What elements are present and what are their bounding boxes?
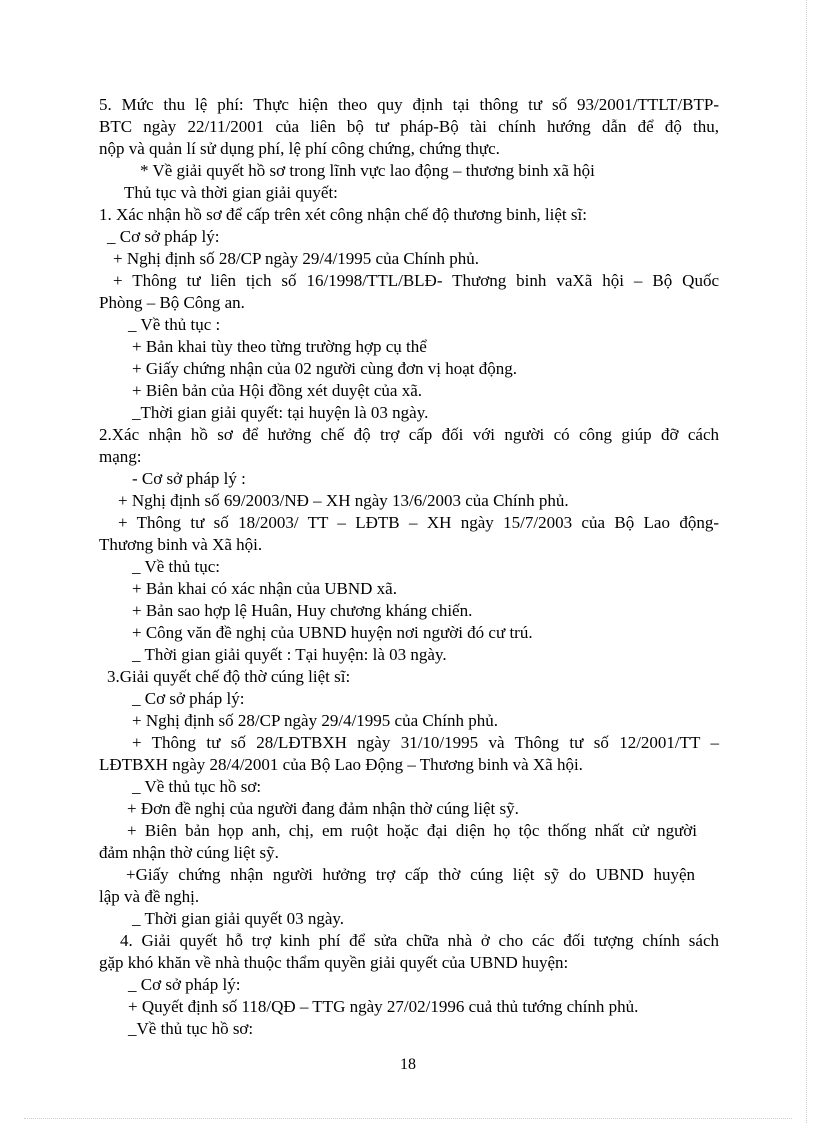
text-line: _ Cơ sở pháp lý: (132, 689, 245, 708)
text-line: + Bản sao hợp lệ Huân, Huy chương kháng chiến. (132, 601, 473, 620)
text-line: + Nghị định số 28/CP ngày 29/4/1995 của Chính phủ. (113, 249, 479, 268)
text-line: lập và đề nghị. (99, 887, 200, 906)
text-line: _ Về thủ tục : (128, 315, 221, 334)
text-line: + Công văn đề nghị của UBND huyện nơi người đó cư trú. (132, 623, 533, 642)
text-line: - Cơ sở pháp lý : (132, 469, 246, 488)
text-line: + Nghị định số 69/2003/NĐ – XH ngày 13/6/2003 của Chính phủ. (118, 491, 569, 510)
text-line: gặp khó khăn về nhà thuộc thẩm quyền giải quyết của UBND huyện: (99, 953, 569, 972)
text-line: + Thông tư liên tịch số 16/1998/TTL/BLĐ- Thương binh vaXã hội – Bộ Quốc (113, 271, 719, 290)
page-number: 18 (400, 1056, 416, 1073)
item-heading: 3.Giải quyết chế độ thờ cúng liệt sĩ: (107, 667, 351, 686)
text-line: Thủ tục và thời gian giải quyết: (124, 183, 338, 202)
text-line: _Về thủ tục hồ sơ: (128, 1019, 254, 1038)
text-line: nộp và quản lí sử dụng phí, lệ phí công chứng, chứng thực. (99, 139, 500, 158)
text-line: _ Về thủ tục hồ sơ: (132, 777, 262, 796)
text-line: _ Thời gian giải quyết 03 ngày. (132, 909, 345, 928)
text-line: +Giấy chứng nhận người hưởng trợ cấp thờ cúng liệt sỹ do UBND huyện (126, 865, 695, 884)
text-line: + Biên bản của Hội đồng xét duyệt của xã. (132, 381, 423, 400)
item-heading: 4. Giải quyết hỗ trợ kinh phí để sửa chữa nhà ở cho các đối tượng chính sách (120, 931, 719, 950)
text-line: + Đơn đề nghị của người đang đảm nhận thờ cúng liệt sỹ. (127, 799, 519, 818)
text-line: _ Cơ sở pháp lý: (107, 227, 220, 246)
item-heading: 1. Xác nhận hồ sơ để cấp trên xét công nhận chế độ thương binh, liệt sĩ: (99, 205, 587, 224)
text-line: + Bản khai có xác nhận của UBND xã. (132, 579, 397, 598)
text-line: + Nghị định số 28/CP ngày 29/4/1995 của Chính phủ. (132, 711, 498, 730)
text-line: + Thông tư số 18/2003/ TT – LĐTB – XH ngày 15/7/2003 của Bộ Lao động- (118, 513, 719, 532)
text-line: + Bản khai tùy theo từng trường hợp cụ thể (132, 337, 427, 356)
text-line: + Quyết định số 118/QĐ – TTG ngày 27/02/1996 cuả thủ tướng chính phủ. (128, 997, 639, 1016)
text-line: + Biên bản họp anh, chị, em ruột hoặc đại diện họ tộc thống nhất cử người (127, 821, 697, 840)
page-edge-right (806, 0, 807, 1123)
text-line: _Thời gian giải quyết: tại huyện là 03 ngày. (132, 403, 429, 422)
text-line: _ Cơ sở pháp lý: (128, 975, 241, 994)
section-heading: * Về giải quyết hồ sơ trong lĩnh vực lao động – thương binh xã hội (140, 161, 595, 180)
page-edge-bottom (24, 1118, 792, 1119)
text-line: LĐTBXH ngày 28/4/2001 của Bộ Lao Động – Thương binh và Xã hội. (99, 755, 583, 774)
text-line: BTC ngày 22/11/2001 của liên bộ tư pháp-Bộ tài chính hướng dẫn để độ thu, (99, 117, 719, 136)
text-line: mạng: (99, 447, 142, 466)
text-line: _ Thời gian giải quyết : Tại huyện: là 03 ngày. (132, 645, 447, 664)
text-line: Thương binh và Xã hội. (99, 535, 263, 554)
text-line: 5. Mức thu lệ phí: Thực hiện theo quy định tại thông tư số 93/2001/TTLT/BTP- (99, 95, 719, 114)
text-line: + Thông tư số 28/LĐTBXH ngày 31/10/1995 và Thông tư số 12/2001/TT – (132, 733, 719, 752)
text-line: Phòng – Bộ Công an. (99, 293, 245, 312)
text-line: _ Về thủ tục: (132, 557, 220, 576)
text-line: đảm nhận thờ cúng liệt sỹ. (99, 843, 279, 862)
item-heading: 2.Xác nhận hồ sơ để hưởng chế độ trợ cấp đối với người có công giúp đỡ cách (99, 425, 719, 444)
text-line: + Giấy chứng nhận của 02 người cùng đơn vị hoạt động. (132, 359, 517, 378)
